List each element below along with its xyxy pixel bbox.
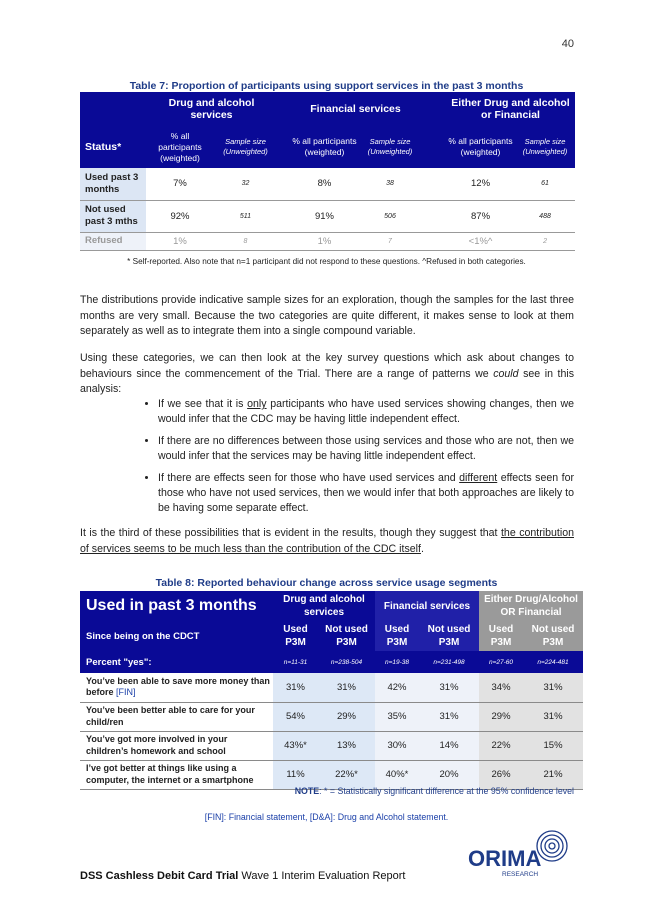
- table-row: I’ve got better at things like using a computer, the internet or a smartphone 11% 22%* 40%* 20% 26% 21%: [80, 760, 583, 789]
- statement-legend: [FIN]: Financial statement, [D&A]: Drug and Alcohol statement.: [204, 812, 449, 822]
- table-row: You’ve got more involved in your children’s homework and school 43%* 13% 30% 14% 22% 15%: [80, 731, 583, 760]
- list-item: • If there are effects seen for those who have used services and different effects seen for those who have not used services, then we would infer that both approaches are likely to be having some separate effect.: [158, 471, 574, 516]
- table-row: You’ve been better able to care for your child/ren 54% 29% 35% 31% 29% 31%: [80, 702, 583, 731]
- logo-subtext: RESEARCH: [502, 871, 539, 878]
- paragraph-3: It is the third of these possibilities that is evident in the results, though they suggest that the contribution of services seems to be much less than the contribution of the CDC itself.: [80, 527, 574, 555]
- t7-pct-header: % all participants (weighted): [290, 126, 359, 168]
- table-row: Not used past 3 mths 92% 511 91% 506 87% 488: [80, 200, 575, 232]
- t7-pct-header: % all participants (weighted): [446, 126, 515, 168]
- orima-logo: [466, 826, 576, 878]
- percent-yes-label: Percent "yes":: [80, 651, 273, 673]
- bullet-list: [140, 397, 574, 523]
- page-number: 40: [561, 38, 574, 50]
- table8-title: Used in past 3 months: [80, 591, 273, 621]
- t7-group-either: Either Drug and alcohol or Financial: [446, 92, 575, 126]
- t7-sample-header: Sample size (Unweighted): [214, 126, 277, 168]
- paragraph-2: Using these categories, we can then look at the key survey questions which ask about changes to behaviours since the commencement of the Trial. There are a range of patterns we could see in this analysis:: [80, 352, 574, 395]
- table-row: You’ve been able to save more money than before [FIN] 31% 31% 42% 31% 34% 31%: [80, 673, 583, 702]
- t7-group-drug: Drug and alcohol services: [146, 92, 277, 126]
- t7-status-header: Status*: [80, 126, 146, 168]
- t7-group-financial: Financial services: [290, 92, 421, 126]
- list-item: • If there are no differences between those using services and those who are not, then we would infer that the services may be having little independent effect.: [158, 434, 574, 464]
- table8-note: NOTE: * = Statistically significant difference at the 95% confidence level: [294, 786, 574, 796]
- t7-sample-header: Sample size (Unweighted): [515, 126, 575, 168]
- logo-wordmark: ORIMA: [468, 846, 542, 871]
- table7: [80, 92, 575, 251]
- orima-logo-mark: [466, 826, 576, 878]
- t8-group-either: Either Drug/Alcohol OR Financial: [479, 591, 583, 621]
- table-row: Used past 3 months 7% 32 8% 38 12% 61: [80, 168, 575, 200]
- table-row: Refused 1% 8 1% 7 <1%^ 2: [80, 232, 575, 250]
- table7-caption: Table 7: Proportion of participants using support services in the past 3 months: [129, 80, 524, 92]
- t7-sample-header: Sample size (Unweighted): [359, 126, 421, 168]
- t8-group-financial: Financial services: [375, 591, 479, 621]
- list-item: • If we see that it is only participants who have used services showing changes, then we would infer that the CDC may be having little independent effect.: [158, 397, 574, 427]
- table7-note: * Self-reported. Also note that n=1 participant did not respond to these questions. ^Refused in both categories.: [127, 257, 526, 266]
- t8-group-drug: Drug and alcohol services: [273, 591, 375, 621]
- paragraph-1: The distributions provide indicative sample sizes for an exploration, though the samples for the last three months are very small. Because the two categories are quite different, it makes sense to look at them separately as well as to integrate them into a single compound variable.: [80, 294, 574, 337]
- t7-pct-header: % all participants (weighted): [146, 126, 214, 168]
- page-footer: DSS Cashless Debit Card Trial Wave 1 Interim Evaluation Report: [80, 870, 406, 882]
- table8: Used in past 3 months Drug and alcohol services Financial services Either Drug/Alcohol OR Financial Since being on the CDCT Used P3M Not used P3M Used P3M Not used P3M Used P3M Not used P3M Percent "yes": n=11-31 n=238-504 n=19-38 n=231-498 n=27-60 n=224-481 You’ve been able to save more money than before [FIN] 31% 31% 42% 31% 34% 31% You’ve been better able to care for your child/ren 54% 29% 35% 31% 29% 31% You’ve got more involved in your children’s homework and school 43%* 13% 30% 14% 22% 15% I’ve got better at things like using a computer, the internet or a smartphone 11% 22%* 40%* 20% 26% 21%: [80, 591, 583, 790]
- since-label: Since being on the CDCT: [80, 621, 273, 651]
- table8-caption: Table 8: Reported behaviour change across service usage segments: [155, 577, 498, 589]
